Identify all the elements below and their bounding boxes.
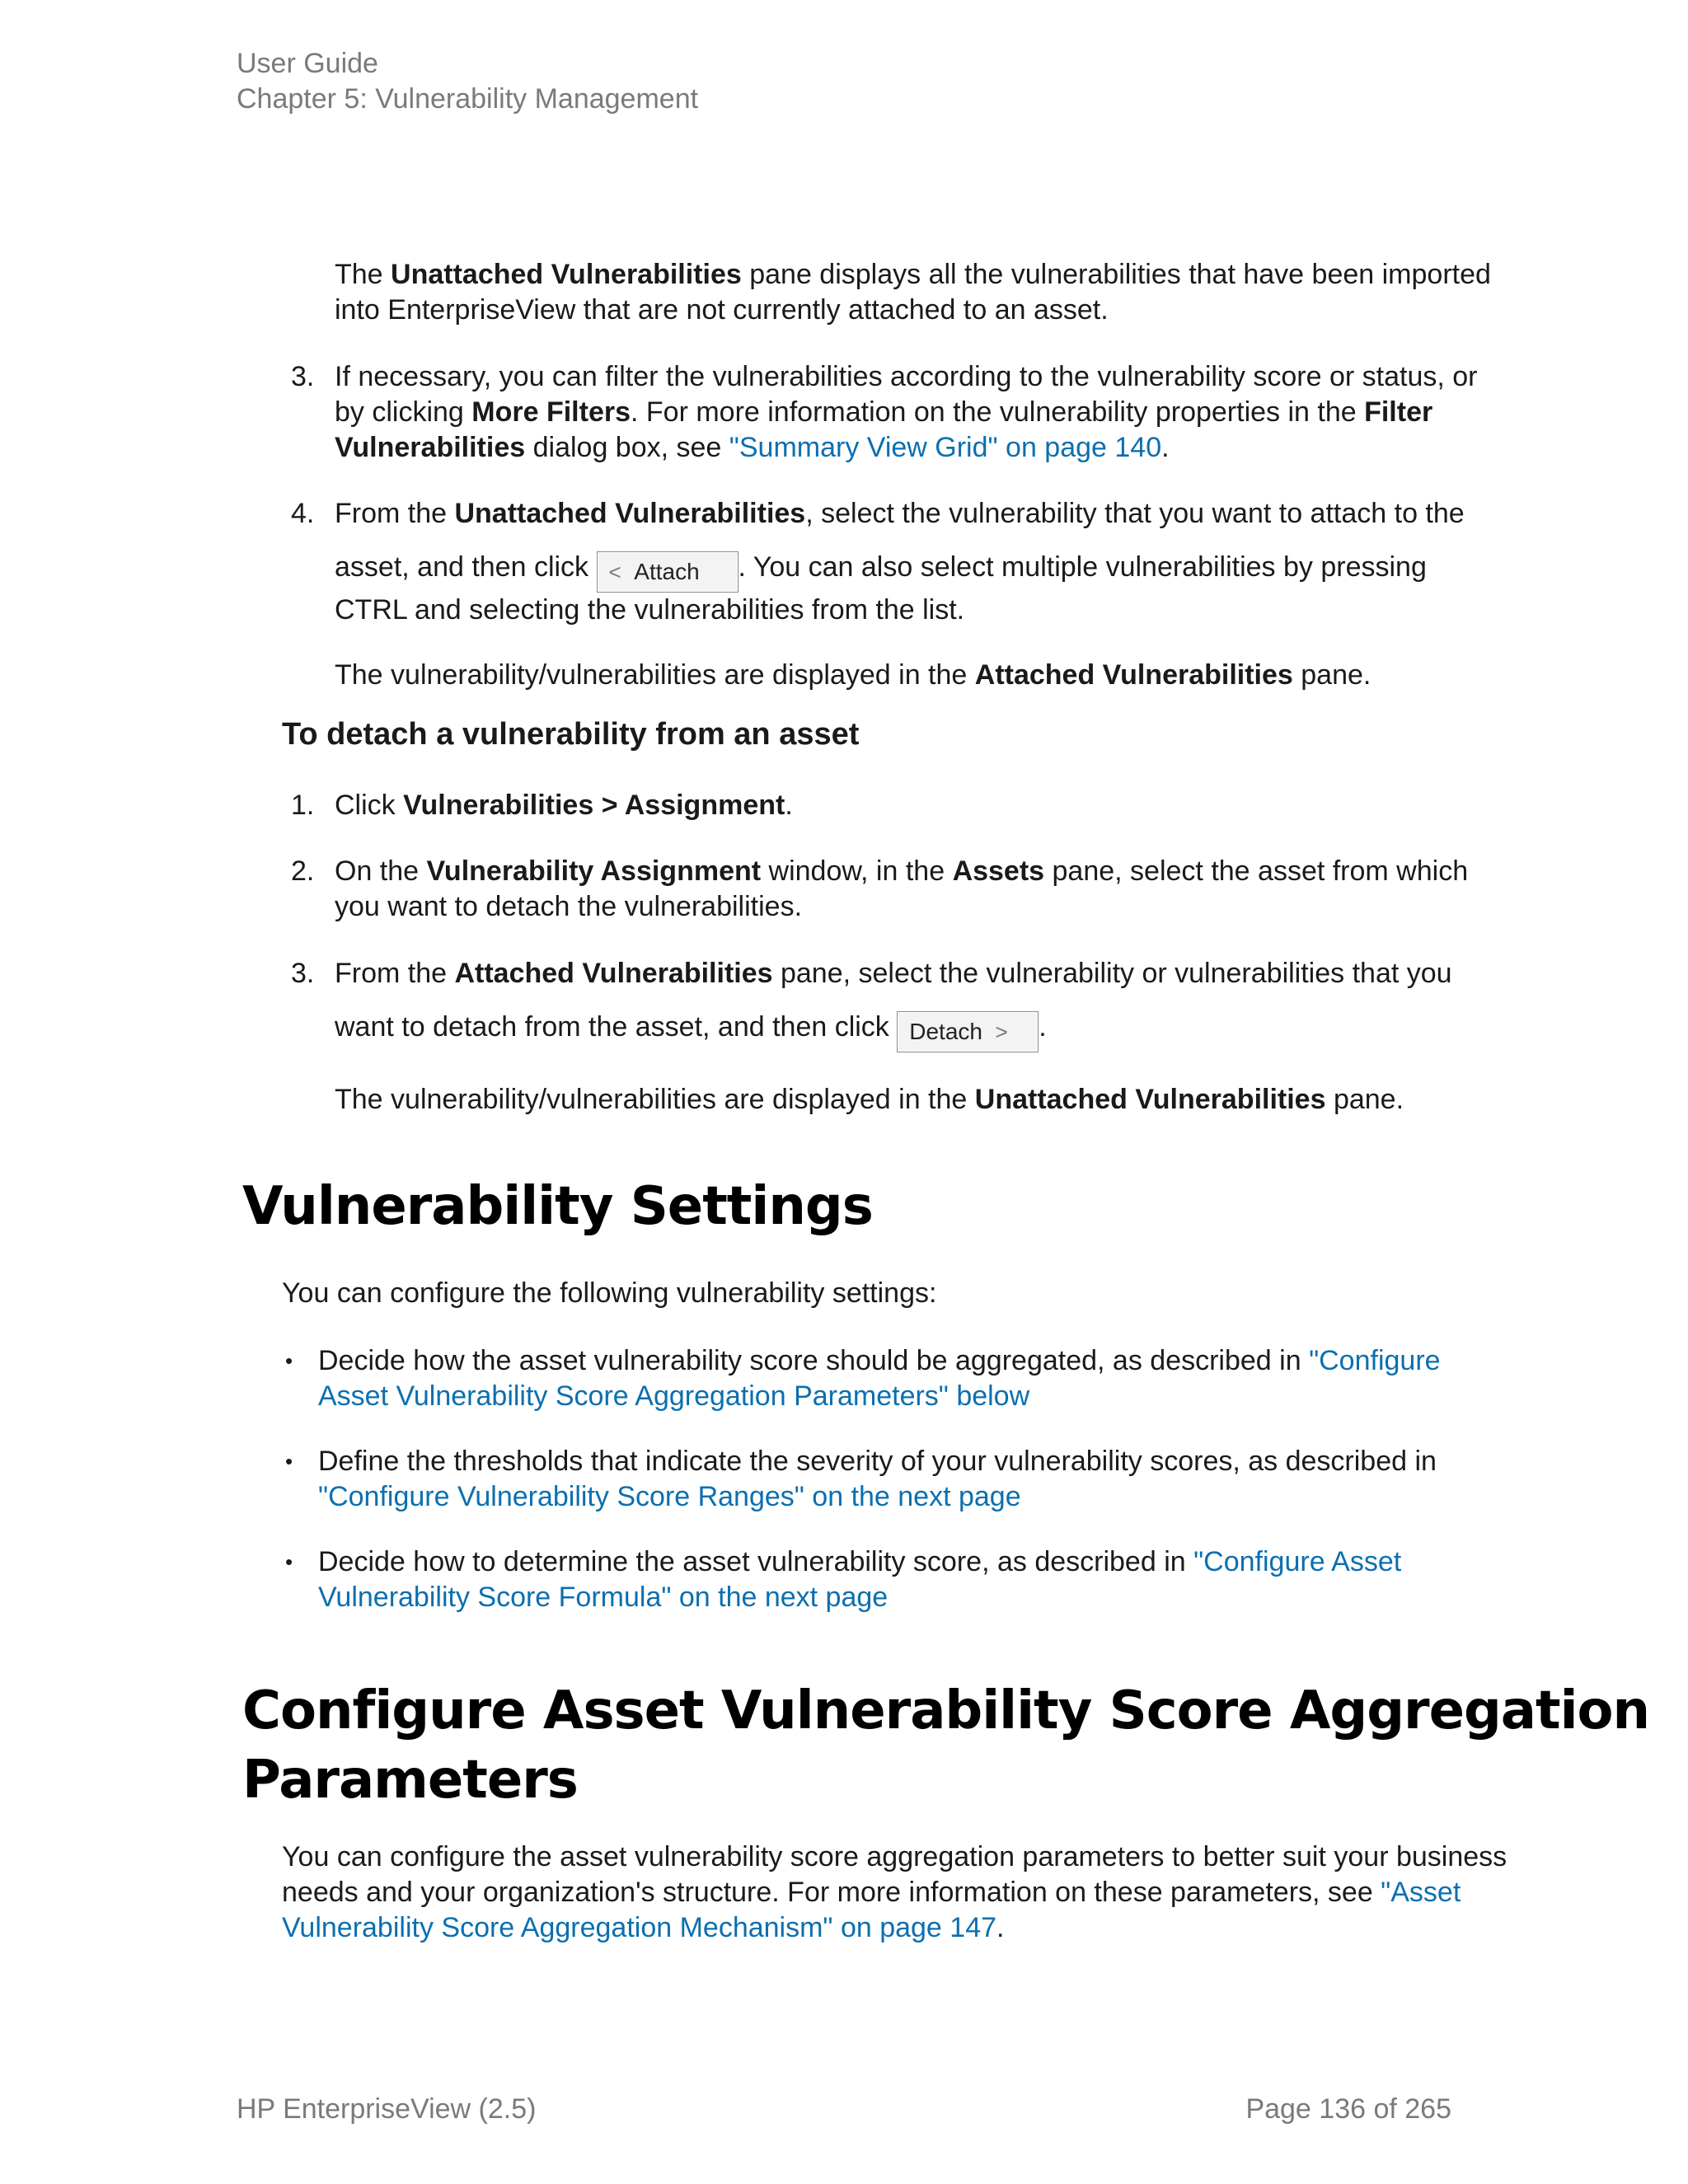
detach-button-image: Detach > [897, 1011, 1039, 1052]
step-number: 1. [291, 790, 315, 821]
configure-aggregation-link[interactable]: "Configure [1309, 1345, 1441, 1376]
chevron-left-icon: < [608, 560, 621, 584]
aggregation-mechanism-link-cont[interactable]: Vulnerability Score Aggregation Mechanism" on page 147 [282, 1912, 997, 1943]
detach-step-2: On the Vulnerability Assignment window, in the Assets pane, select the asset from which you want to detach the vulnerabilities. [335, 855, 1469, 922]
step-number: 3. [291, 361, 315, 392]
header-guide-title: User Guide [237, 48, 378, 79]
bullet-icon: • [285, 1549, 293, 1574]
attach-button-image: < Attach [597, 551, 738, 593]
configure-aggregation-link-cont[interactable]: Asset Vulnerability Score Aggregation Parameters" below [318, 1380, 1030, 1412]
bullet-icon: • [285, 1449, 293, 1474]
running-header [237, 46, 698, 117]
aggregation-title: Configure Asset Vulnerability Score Aggregation Parameters [242, 1680, 1650, 1811]
chevron-right-icon: > [995, 1019, 1008, 1044]
bullet-icon: • [285, 1348, 293, 1373]
settings-bullet-3: Decide how to determine the asset vulnerability score, as described in "Configure Asset Vulnerability Score Formula" on the next page [318, 1546, 1402, 1613]
step-filter: If necessary, you can filter the vulnerabilities according to the vulnerability score or status, or by clicking More Filters. For more information on the vulnerability properties in the Filter Vulnerabilities dialog box, see "Summary View Grid" on page 140. [335, 361, 1478, 463]
aggregation-mechanism-link[interactable]: "Asset [1381, 1877, 1461, 1908]
footer-product: HP EnterpriseView (2.5) [237, 2093, 537, 2125]
step-attach: From the Unattached Vulnerabilities, select the vulnerability that you want to attach to the asset, and then click < Attach . You can also select multiple vulnerabilities by pressing CTRL and selecting the vulnerabilities from the list. The vulnerability/vulnerabilities are displayed in the Attached Vulnerabilities pane. [335, 498, 1465, 691]
intro-paragraph: The Unattached Vulnerabilities pane displays all the vulnerabilities that have been imported into EnterpriseView that are not currently attached to an asset. [335, 259, 1491, 326]
detach-step-3: From the Attached Vulnerabilities pane, select the vulnerability or vulnerabilities that you want to detach from the asset, and then click Detach > . The vulnerability/vulnerabilities are displayed in the Unattached Vulnerabilities pane. [335, 958, 1452, 1115]
summary-view-grid-link[interactable]: "Summary View Grid" on page 140 [729, 432, 1162, 463]
configure-formula-link[interactable]: "Configure Asset [1193, 1546, 1402, 1577]
header-chapter-title: Chapter 5: Vulnerability Management [237, 83, 699, 115]
settings-bullet-1: Decide how the asset vulnerability score should be aggregated, as described in "Configure Asset Vulnerability Score Aggregation Parameters" below [318, 1345, 1441, 1412]
footer-page-number: Page 136 of 265 [1245, 2093, 1451, 2125]
step-number: 2. [291, 855, 315, 887]
configure-formula-link-cont[interactable]: Vulnerability Score Formula" on the next page [318, 1582, 889, 1613]
step-number: 4. [291, 498, 315, 529]
step-number: 3. [291, 958, 315, 989]
aggregation-paragraph: You can configure the asset vulnerability score aggregation parameters to better suit your business needs and your organization's structure. For more information on these parameters, see "Asset Vulnerability Score Aggregation Mechanism" on page 147. [282, 1841, 1507, 1943]
detach-heading: To detach a vulnerability from an asset [282, 717, 860, 752]
settings-bullet-2: Define the thresholds that indicate the severity of your vulnerability scores, as described in "Configure Vulnerability Score Ranges" on the next page [318, 1446, 1437, 1512]
configure-ranges-link[interactable]: "Configure Vulnerability Score Ranges" on the next page [318, 1481, 1021, 1512]
vulnerability-settings-title: Vulnerability Settings [242, 1176, 873, 1237]
intro-bold: Unattached Vulnerabilities [391, 259, 742, 290]
settings-intro: You can configure the following vulnerability settings: [282, 1277, 937, 1309]
detach-step-1: Click Vulnerabilities > Assignment. [335, 790, 793, 821]
